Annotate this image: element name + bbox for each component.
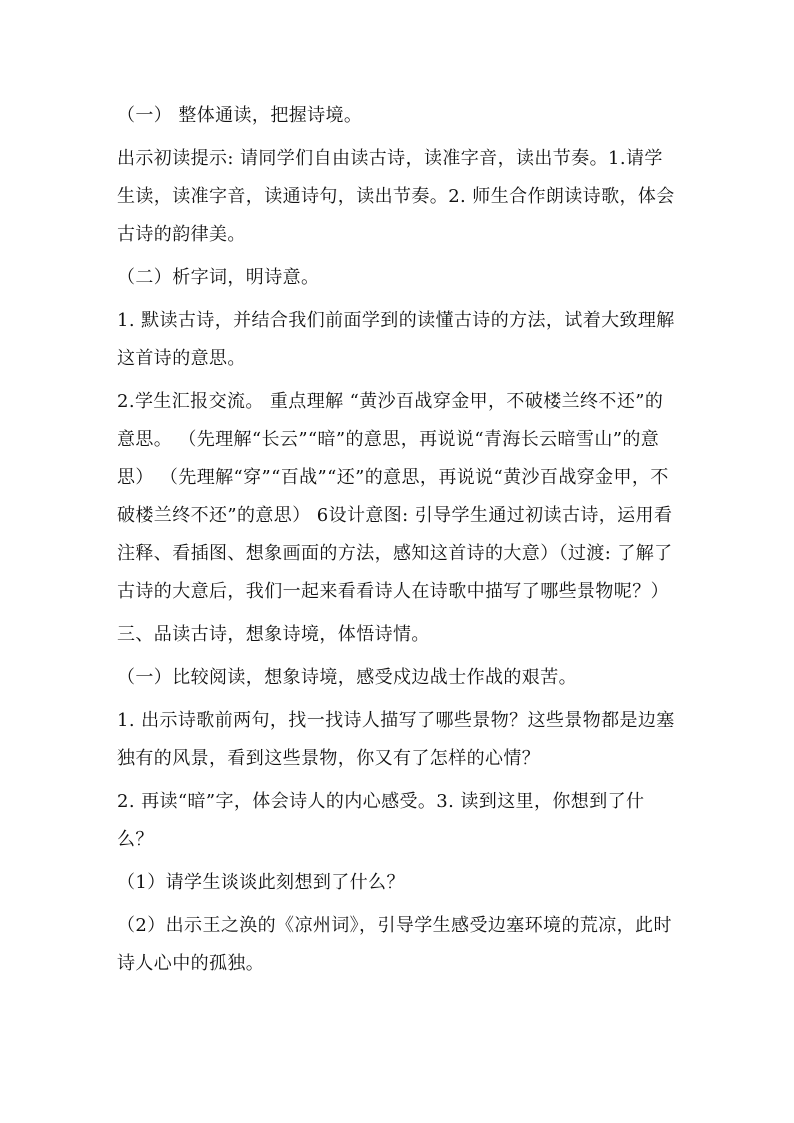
paragraph-student-report: 2.学生汇报交流。 重点理解 “黄沙百战穿金甲，不破楼兰终不还”的意思。 （先理解“长云”“暗”的意思，再说说“青海长云暗雪山”的意思） （先理解“穿”“百战”“还”的意思，再说说“黄沙百战穿金甲，不破楼兰终不还”的意思） 6设计意图: 引导学生通过初读古诗，运用看注释、看插图、想象画面的方法，感知这首诗的大意）（过渡: 了解了古诗的大意后，我们一起来看看诗人在诗歌中描写了哪些景物呢？） bbox=[117, 391, 673, 602]
paragraph-first-reading-prompt: 出示初读提示: 请同学们自由读古诗，读准字音，读出节奏。1.请学生读，读准字音，读通诗句，读出节奏。2. 师生合作朗读诗歌，体会古诗的韵律美。 bbox=[117, 148, 675, 245]
paragraph-reread-an: 2. 再读“暗”字，体会诗人的内心感受。3. 读到这里，你想到了什么？ bbox=[117, 791, 645, 850]
paragraph-first-two-lines: 1. 出示诗歌前两句，找一找诗人描写了哪些景物？这些景物都是边塞独有的风景，看到这些景物，你又有了怎样的心情？ bbox=[117, 710, 675, 769]
section-heading-overall-reading: （一） 整体通读，把握诗境。 bbox=[117, 105, 363, 126]
paragraph-student-talk: （1）请学生谈谈此刻想到了什么？ bbox=[117, 872, 405, 893]
document-body bbox=[117, 97, 679, 983]
paragraph-silent-reading: 1. 默读古诗，并结合我们前面学到的读懂古诗的方法，试着大致理解这首诗的意思。 bbox=[117, 310, 675, 369]
section-heading-appreciation: 三、品读古诗，想象诗境，体悟诗情。 bbox=[117, 624, 430, 645]
section-heading-word-analysis: （二）析字词，明诗意。 bbox=[117, 267, 320, 288]
paragraph-liangzhouci: （2）出示王之涣的《凉州词》，引导学生感受边塞环境的荒凉，此时诗人心中的孤独。 bbox=[117, 915, 672, 974]
section-heading-comparative-reading: （一）比较阅读，想象诗境，感受戍边战士作战的艰苦。 bbox=[117, 667, 577, 688]
